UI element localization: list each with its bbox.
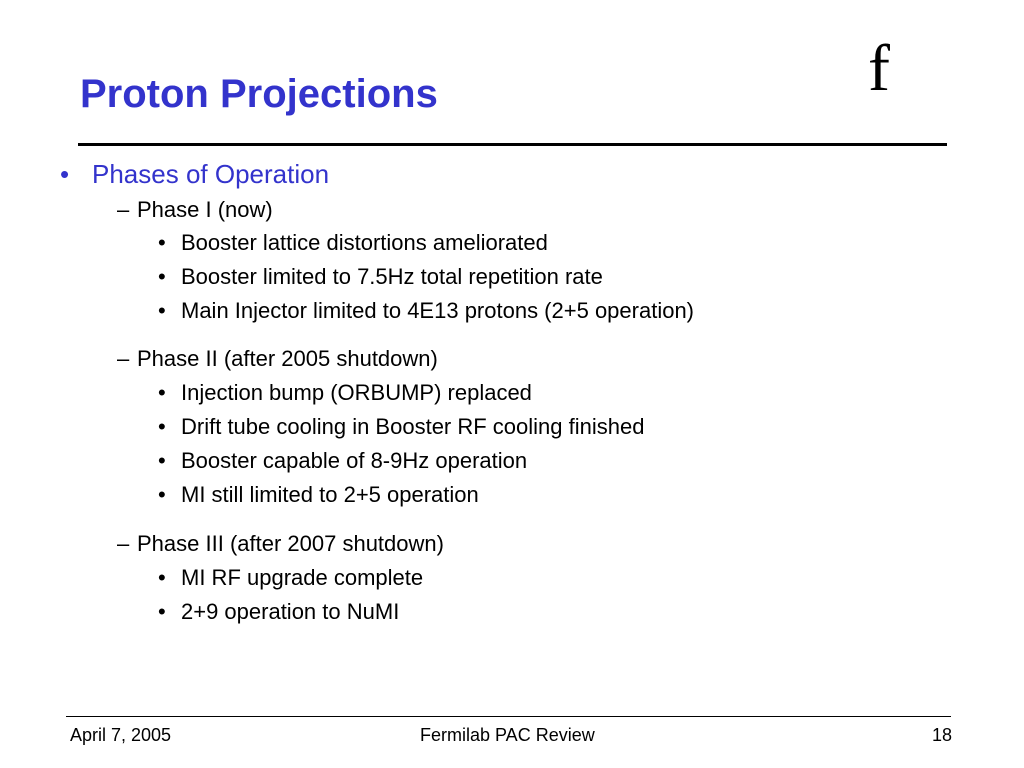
bullet-marker: • [158, 264, 166, 289]
bullet-marker: • [158, 298, 166, 323]
bullet-marker: • [158, 414, 166, 439]
heading-phases: Phases of Operation [92, 159, 330, 189]
dash-marker: – [117, 197, 130, 222]
bullet-marker: • [158, 230, 166, 255]
dash-marker: – [117, 531, 130, 556]
list-item: Booster lattice distortions ameliorated [181, 230, 548, 255]
footer-title: Fermilab PAC Review [420, 725, 595, 745]
bullet-marker: • [158, 448, 166, 473]
list-item: 2+9 operation to NuMI [181, 599, 400, 624]
list-item: MI RF upgrade complete [181, 565, 424, 590]
bullet-marker: • [158, 380, 166, 405]
phase-label: Phase III (after 2007 shutdown) [137, 531, 444, 556]
page-number: 18 [932, 725, 953, 745]
list-item: Booster limited to 7.5Hz total repetition rate [181, 264, 603, 289]
dash-marker: – [117, 346, 130, 371]
phase-label: Phase II (after 2005 shutdown) [137, 346, 438, 371]
bullet-marker: • [158, 599, 166, 624]
phase-label: Phase I (now) [137, 197, 273, 222]
footer-date: April 7, 2005 [70, 725, 172, 745]
list-item: MI still limited to 2+5 operation [181, 482, 479, 507]
bullet-marker: • [60, 159, 70, 189]
bullet-marker: • [158, 482, 166, 507]
title-divider [78, 143, 947, 146]
list-item: Drift tube cooling in Booster RF cooling finished [181, 414, 645, 439]
fermilab-logo-icon: f [868, 32, 890, 105]
footer-divider [66, 716, 951, 717]
slide-title: Proton Projections [80, 72, 438, 116]
list-item: Injection bump (ORBUMP) replaced [181, 380, 532, 405]
list-item: Main Injector limited to 4E13 protons (2+5 operation) [181, 298, 695, 323]
bullet-marker: • [158, 565, 166, 590]
list-item: Booster capable of 8-9Hz operation [181, 448, 528, 473]
